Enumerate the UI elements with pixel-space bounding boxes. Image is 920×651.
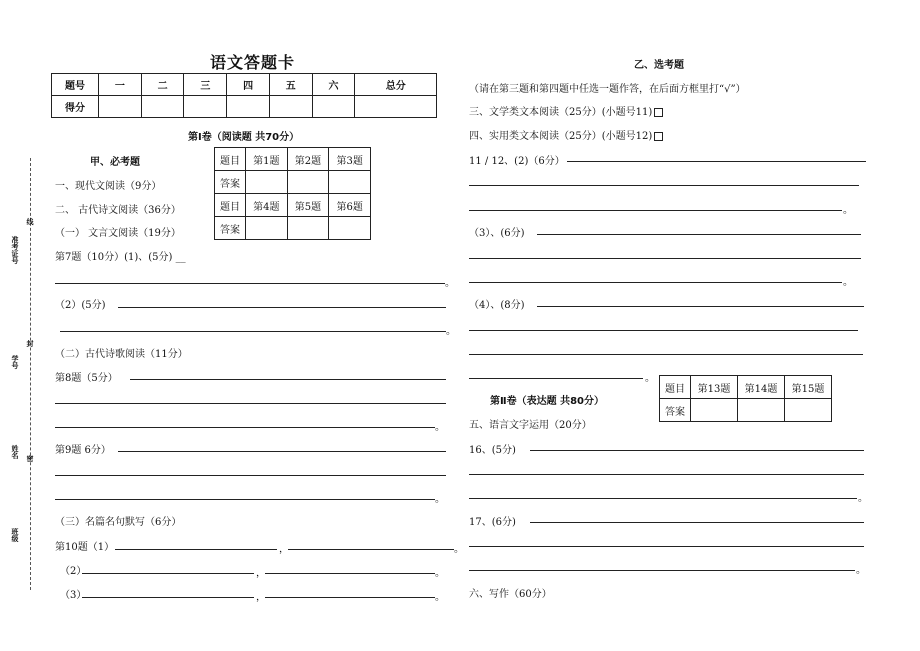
period-mark: 。 bbox=[843, 205, 853, 216]
answer-line[interactable] bbox=[537, 234, 861, 235]
option-3-label: 三、文学类文本阅读（25分）(小题号11) bbox=[469, 103, 663, 118]
answer-cell[interactable] bbox=[287, 217, 329, 240]
score-col: 一 bbox=[99, 74, 142, 96]
comma-mark: ， bbox=[256, 568, 266, 579]
q7-2-label: （2）(5分) bbox=[55, 300, 106, 311]
answer-cell[interactable] bbox=[329, 171, 371, 194]
answer-line[interactable] bbox=[469, 282, 842, 283]
choice-label: 答案 bbox=[215, 217, 246, 240]
choice-header: 第4题 bbox=[246, 194, 288, 217]
q2-1-label: （一） 文言文阅读（19分） bbox=[55, 228, 181, 239]
answer-line[interactable] bbox=[265, 597, 435, 598]
answer-cell[interactable] bbox=[738, 399, 785, 422]
choice-header: 第1题 bbox=[246, 148, 288, 171]
choice-label: 题目 bbox=[660, 376, 691, 399]
answer-cell[interactable] bbox=[691, 399, 738, 422]
answer-line[interactable] bbox=[530, 450, 864, 451]
binding-mark-feng: 封 bbox=[26, 340, 34, 347]
score-cell[interactable] bbox=[312, 96, 355, 118]
score-col: 六 bbox=[312, 74, 355, 96]
period-mark: 。 bbox=[645, 373, 655, 384]
score-row-label: 题号 bbox=[52, 74, 99, 96]
choice-header: 第5题 bbox=[287, 194, 329, 217]
option-4-checkbox[interactable] bbox=[654, 132, 663, 141]
answer-line[interactable] bbox=[469, 210, 842, 211]
q5-label: 五、语言文字运用（20分） bbox=[469, 420, 592, 431]
part-b-instruction: （请在第三题和第四题中任选一题作答，在后面方框里打“√”） bbox=[469, 84, 746, 95]
q2-label: 二、 古代诗文阅读（36分） bbox=[55, 205, 181, 216]
q16-label: 16、(5分) bbox=[469, 445, 516, 456]
section-a-heading: 甲、必考题 bbox=[90, 157, 140, 168]
answer-line[interactable] bbox=[118, 307, 446, 308]
q2-2-label: （二）古代诗歌阅读（11分） bbox=[55, 349, 188, 360]
choice-label: 答案 bbox=[660, 399, 691, 422]
answer-line[interactable] bbox=[265, 573, 435, 574]
answer-line[interactable] bbox=[567, 161, 866, 162]
answer-cell[interactable] bbox=[329, 217, 371, 240]
page-title: 语文答题卡 bbox=[210, 53, 296, 72]
answer-line[interactable] bbox=[55, 403, 446, 404]
answer-line[interactable] bbox=[60, 331, 446, 332]
answer-line[interactable] bbox=[537, 306, 864, 307]
answer-line[interactable] bbox=[469, 474, 864, 475]
score-row-label: 得分 bbox=[52, 96, 99, 118]
option-3-checkbox[interactable] bbox=[654, 108, 663, 117]
period-mark: 。 bbox=[446, 326, 456, 337]
option-4-label: 四、实用类文本阅读（25分）(小题号12) bbox=[469, 127, 663, 142]
period-mark: 。 bbox=[435, 494, 445, 505]
part-b-heading: 乙、选考题 bbox=[634, 60, 684, 71]
exam-number-label: 准考证号 bbox=[11, 236, 19, 264]
part1-heading: 第Ⅰ卷（阅读题 共70分） bbox=[188, 132, 300, 143]
name-label: 姓名 bbox=[11, 445, 19, 459]
answer-line[interactable] bbox=[55, 283, 445, 284]
q4-label: （4）、(8分) bbox=[469, 300, 525, 311]
part2-heading: 第Ⅱ卷（表达题 共80分） bbox=[490, 396, 604, 407]
q17-label: 17、(6分) bbox=[469, 517, 516, 528]
period-mark: 。 bbox=[445, 278, 455, 289]
choice-label: 题目 bbox=[215, 148, 246, 171]
period-mark: 。 bbox=[435, 592, 445, 603]
answer-line[interactable] bbox=[469, 354, 863, 355]
answer-line[interactable] bbox=[55, 499, 435, 500]
answer-line[interactable] bbox=[469, 546, 864, 547]
q1-label: 一、现代文阅读（9分） bbox=[55, 181, 162, 192]
class-label: 班级 bbox=[11, 528, 19, 542]
score-cell[interactable] bbox=[355, 96, 437, 118]
period-mark: 。 bbox=[856, 565, 866, 576]
score-cell[interactable] bbox=[141, 96, 184, 118]
score-col: 三 bbox=[184, 74, 227, 96]
answer-line[interactable] bbox=[288, 549, 454, 550]
score-cell[interactable] bbox=[99, 96, 142, 118]
answer-cell[interactable] bbox=[246, 171, 288, 194]
q8-label: 第8题（5分） bbox=[55, 373, 118, 384]
binding-mark-mi: 密 bbox=[26, 455, 34, 462]
choice-header: 第14题 bbox=[738, 376, 785, 399]
q11-12-label: 11 / 12、(2)（6分） bbox=[469, 156, 565, 167]
binding-mark-xian: 线 bbox=[26, 218, 34, 225]
score-col: 总分 bbox=[355, 74, 437, 96]
comma-mark: ， bbox=[279, 544, 289, 555]
period-mark: 。 bbox=[435, 568, 445, 579]
answer-line[interactable] bbox=[469, 185, 859, 186]
q10-3-label: （3） bbox=[60, 590, 87, 601]
choice-label: 答案 bbox=[215, 171, 246, 194]
choice-table-1 bbox=[214, 147, 371, 240]
choice-table-2 bbox=[659, 375, 832, 422]
answer-line[interactable] bbox=[118, 451, 446, 452]
score-col: 二 bbox=[141, 74, 184, 96]
answer-line[interactable] bbox=[469, 258, 861, 259]
score-col: 四 bbox=[227, 74, 270, 96]
score-cell[interactable] bbox=[227, 96, 270, 118]
answer-cell[interactable] bbox=[785, 399, 832, 422]
answer-cell[interactable] bbox=[287, 171, 329, 194]
period-mark: 。 bbox=[435, 422, 445, 433]
answer-line[interactable] bbox=[82, 597, 254, 598]
choice-header: 第3题 bbox=[329, 148, 371, 171]
answer-line[interactable] bbox=[55, 427, 435, 428]
q2-3-label: （三）名篇名句默写（6分） bbox=[55, 517, 182, 528]
q7-1-label: 第7题（10分）(1)、(5分) __ bbox=[55, 252, 186, 263]
answer-cell[interactable] bbox=[246, 217, 288, 240]
student-id-label: 学号 bbox=[11, 355, 19, 369]
choice-header: 第6题 bbox=[329, 194, 371, 217]
answer-line[interactable] bbox=[469, 378, 643, 379]
answer-line[interactable] bbox=[530, 522, 864, 523]
q10-1-label: 第10题（1） bbox=[55, 542, 115, 553]
answer-line[interactable] bbox=[55, 475, 446, 476]
answer-line[interactable] bbox=[469, 498, 857, 499]
q10-2-label: （2） bbox=[60, 566, 87, 577]
q3-label: （3）、(6分) bbox=[469, 228, 525, 239]
q6-label: 六、写作（60分） bbox=[469, 589, 552, 600]
answer-line[interactable] bbox=[82, 573, 254, 574]
score-table bbox=[51, 73, 437, 118]
period-mark: 。 bbox=[858, 493, 868, 504]
score-cell[interactable] bbox=[184, 96, 227, 118]
answer-line[interactable] bbox=[469, 330, 858, 331]
q9-label: 第9题 6分） bbox=[55, 445, 111, 456]
period-mark: 。 bbox=[843, 277, 853, 288]
answer-line[interactable] bbox=[115, 549, 277, 550]
comma-mark: ， bbox=[256, 592, 266, 603]
choice-header: 第13题 bbox=[691, 376, 738, 399]
answer-line[interactable] bbox=[130, 379, 446, 380]
choice-header: 第15题 bbox=[785, 376, 832, 399]
period-mark: 。 bbox=[454, 544, 464, 555]
choice-label: 题目 bbox=[215, 194, 246, 217]
choice-header: 第2题 bbox=[287, 148, 329, 171]
answer-line[interactable] bbox=[469, 570, 855, 571]
score-cell[interactable] bbox=[269, 96, 312, 118]
score-col: 五 bbox=[269, 74, 312, 96]
